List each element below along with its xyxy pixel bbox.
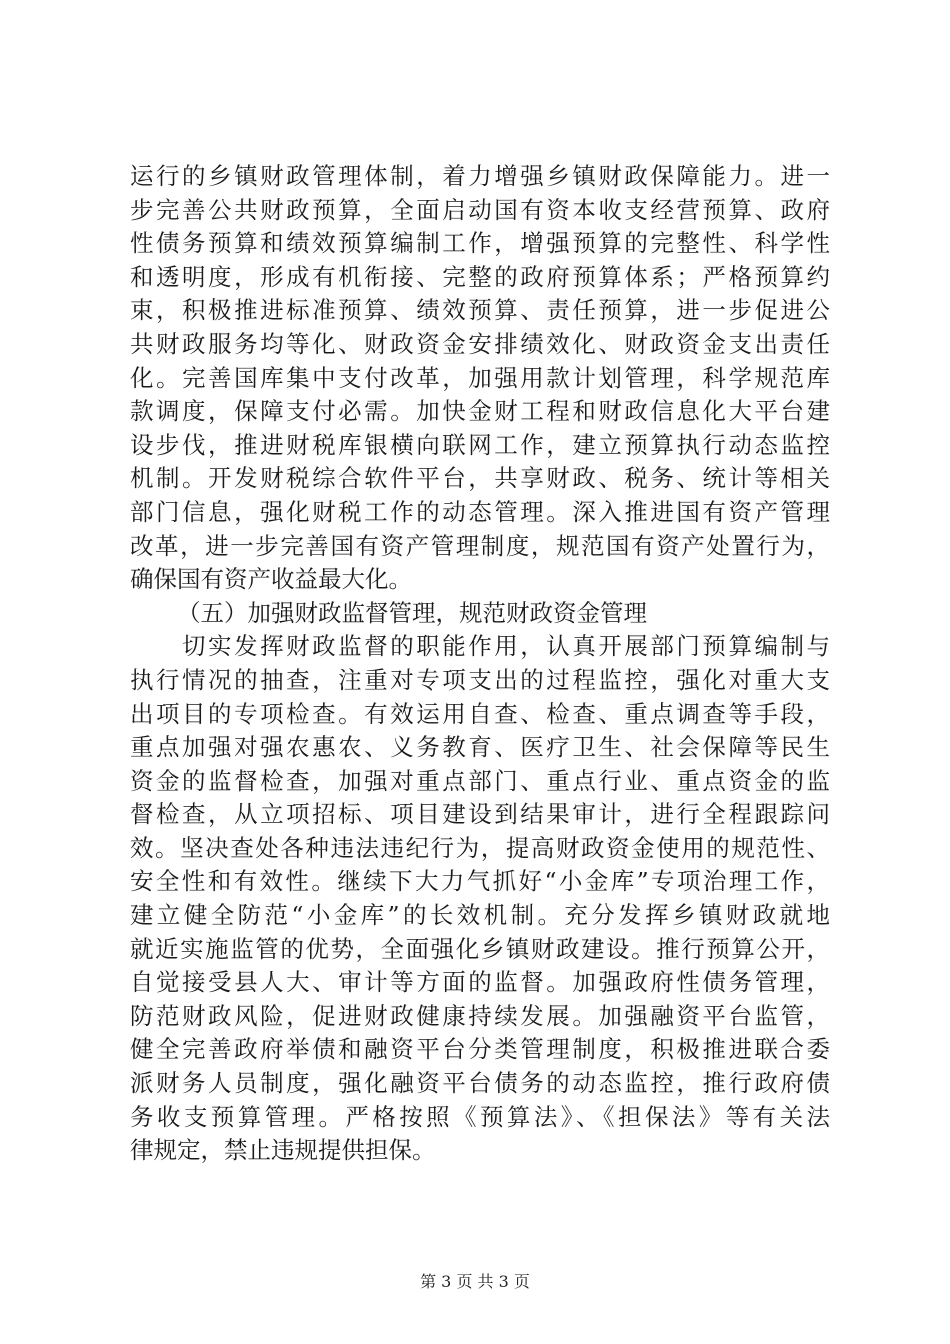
paragraph-line: 改革，进一步完善国有资产管理制度，规范国有资产处置行为， [130, 531, 830, 560]
page-footer: 第 3 页 共 3 页 [420, 1272, 530, 1291]
paragraph-line: 部门信息，强化财税工作的动态管理。深入推进国有资产管理 [130, 497, 830, 526]
paragraph-line: 督检查，从立项招标、项目建设到结果审计，进行全程跟踪问 [130, 800, 830, 829]
paragraph-line: 出项目的专项检查。有效运用自查、检查、重点调查等手段， [130, 699, 830, 728]
paragraph-line: 建立健全防范“小金库”的长效机制。充分发挥乡镇财政就地 [130, 901, 830, 930]
paragraph-line: 步完善公共财政预算，全面启动国有资本收支经营预算、政府 [130, 195, 830, 224]
paragraph-line: 和透明度，形成有机衔接、完整的政府预算体系；严格预算约 [130, 262, 830, 291]
paragraph-line: 律规定，禁止违规提供担保。 [130, 1136, 436, 1165]
paragraph-line: 就近实施监管的优势，全面强化乡镇财政建设。推行预算公开， [130, 934, 830, 963]
paragraph-line: 共财政服务均等化、财政资金安排绩效化、财政资金支出责任 [130, 329, 830, 358]
paragraph-line: 设步伐，推进财税库银横向联网工作，建立预算执行动态监控 [130, 430, 830, 459]
paragraph-line: 机制。开发财税综合软件平台，共享财政、税务、统计等相关 [130, 464, 830, 493]
paragraph-line: 确保国有资产收益最大化。 [130, 565, 412, 594]
paragraph-line: 效。坚决查处各种违法违纪行为，提高财政资金使用的规范性、 [130, 833, 830, 862]
paragraph-line: 化。完善国库集中支付改革，加强用款计划管理，科学规范库 [130, 363, 830, 392]
paragraph-line: 健全完善政府举债和融资平台分类管理制度，积极推进联合委 [130, 1035, 830, 1064]
document-body [130, 160, 830, 1168]
paragraph-line: 执行情况的抽查，注重对专项支出的过程监控，强化对重大支 [130, 665, 830, 694]
paragraph-line: 重点加强对强农惠农、义务教育、医疗卫生、社会保障等民生 [130, 733, 830, 762]
paragraph-line: 派财务人员制度，强化融资平台债务的动态监控，推行政府债 [130, 1069, 830, 1098]
paragraph-line: 运行的乡镇财政管理体制，着力增强乡镇财政保障能力。进一 [130, 162, 830, 190]
paragraph-line: 务收支预算管理。严格按照《预算法》、《担保法》等有关法 [130, 1102, 830, 1131]
paragraph-line: 自觉接受县人大、审计等方面的监督。加强政府性债务管理， [130, 968, 830, 997]
section-heading: （五）加强财政监督管理，规范财政资金管理 [177, 598, 647, 627]
paragraph-line: 束，积极推进标准预算、绩效预算、责任预算，进一步促进公 [130, 296, 830, 325]
paragraph-line: 资金的监督检查，加强对重点部门、重点行业、重点资金的监 [130, 766, 830, 795]
paragraph-line: 防范财政风险，促进财政健康持续发展。加强融资平台监管， [130, 1001, 830, 1030]
paragraph-line: 安全性和有效性。继续下大力气抓好“小金库”专项治理工作， [130, 867, 830, 896]
paragraph-line: 切实发挥财政监督的职能作用，认真开展部门预算编制与 [130, 632, 830, 661]
paragraph-line: 款调度，保障支付必需。加快金财工程和财政信息化大平台建 [130, 397, 830, 426]
paragraph-line: 性债务预算和绩效预算编制工作，增强预算的完整性、科学性 [130, 229, 830, 258]
